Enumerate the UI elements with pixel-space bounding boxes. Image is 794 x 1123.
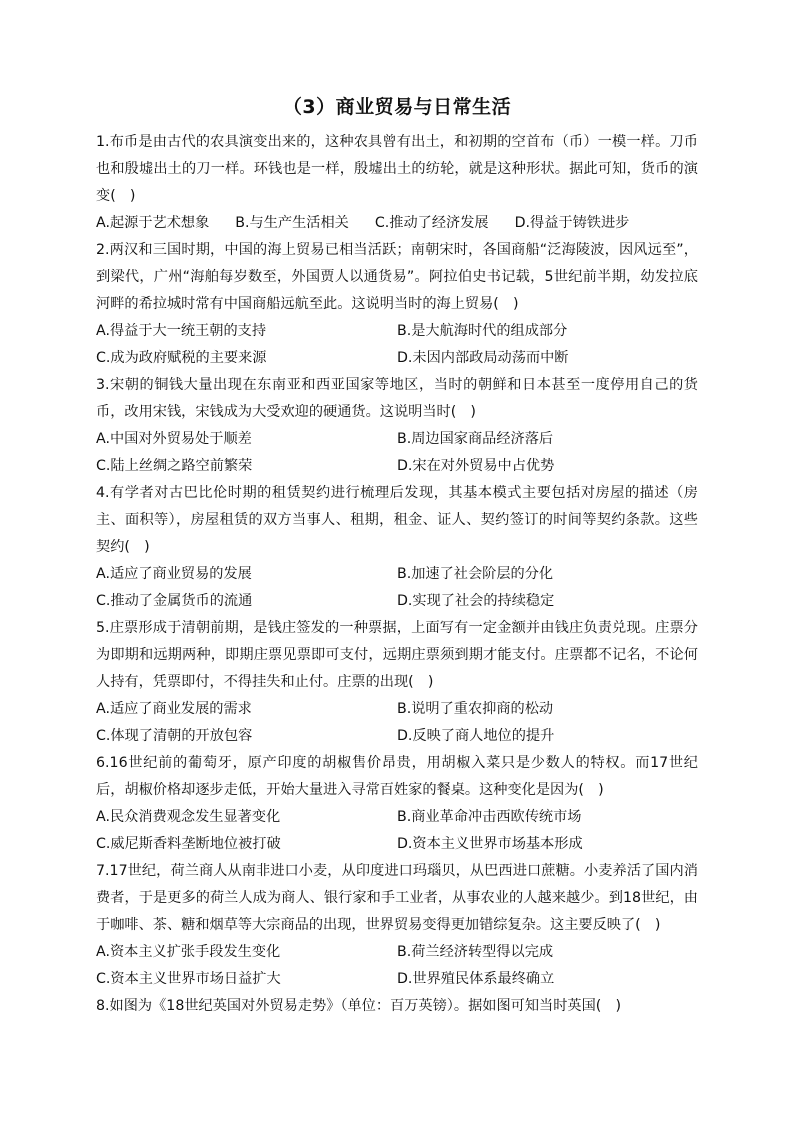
question-2	[96, 237, 698, 372]
option-list	[96, 939, 698, 993]
option-d[interactable]: D.世界殖民体系最终确立	[397, 971, 555, 987]
question-5	[96, 615, 698, 750]
option-d[interactable]: D.反映了商人地位的提升	[397, 728, 555, 744]
question-8	[96, 993, 698, 1020]
option-c[interactable]: C.成为政府赋税的主要来源	[96, 350, 267, 366]
option-c[interactable]: C.推动了金属货币的流通	[96, 593, 253, 609]
question-stem: 1.布币是由古代的农具演变出来的，这种农具曾有出土，和初期的空首布（币）一模一样。刀币也和殷墟出土的刀一样。环钱也是一样，殷墟出土的纺轮，就是这种形状。据此可知，货币的演变( )	[96, 134, 698, 204]
option-d[interactable]: D.未因内部政局动荡而中断	[397, 350, 569, 366]
question-3	[96, 372, 698, 480]
question-1	[96, 129, 698, 237]
option-b[interactable]: B.荷兰经济转型得以完成	[397, 944, 554, 960]
option-c[interactable]: C.陆上丝绸之路空前繁荣	[96, 458, 253, 474]
question-6	[96, 750, 698, 858]
option-list	[96, 804, 698, 858]
option-list	[96, 210, 698, 237]
option-c[interactable]: C.威尼斯香料垄断地位被打破	[96, 836, 281, 852]
option-d[interactable]: D.宋在对外贸易中占优势	[397, 458, 555, 474]
question-4	[96, 480, 698, 615]
option-c[interactable]: C.体现了清朝的开放包容	[96, 728, 253, 744]
question-7	[96, 858, 698, 993]
option-b[interactable]: B.与生产生活相关	[235, 215, 349, 231]
option-list	[96, 426, 698, 480]
option-d[interactable]: D.得益于铸铁进步	[514, 215, 630, 231]
question-stem: 3.宋朝的铜钱大量出现在东南亚和西亚国家等地区，当时的朝鲜和日本甚至一度停用自己的货币，改用宋钱，宋钱成为大受欢迎的硬通货。这说明当时( )	[96, 377, 698, 420]
option-a[interactable]: A.资本主义扩张手段发生变化	[96, 944, 281, 960]
option-list	[96, 696, 698, 750]
option-a[interactable]: A.适应了商业贸易的发展	[96, 566, 252, 582]
question-stem: 7.17世纪，荷兰商人从南非进口小麦，从印度进口玛瑙贝，从巴西进口蔗糖。小麦养活了国内消费者，于是更多的荷兰人成为商人、银行家和手工业者，从事农业的人越来越少。到18世纪，由于咖啡、茶、糖和烟草等大宗商品的出现，世界贸易变得更加错综复杂。这主要反映了( )	[96, 863, 698, 933]
option-d[interactable]: D.资本主义世界市场基本形成	[397, 836, 583, 852]
question-stem: 8.如图为《18世纪英国对外贸易走势》（单位：百万英镑）。据如图可知当时英国( )	[96, 998, 622, 1014]
option-b[interactable]: B.商业革命冲击西欧传统市场	[397, 809, 582, 825]
question-stem: 4.有学者对古巴比伦时期的租赁契约进行梳理后发现，其基本模式主要包括对房屋的描述（房主、面积等），房屋租赁的双方当事人、租期，租金、证人、契约签订的时间等契约条款。这些契约( )	[96, 485, 698, 555]
option-d[interactable]: D.实现了社会的持续稳定	[397, 593, 555, 609]
question-stem: 2.两汉和三国时期，中国的海上贸易已相当活跃；南朝宋时，各国商船“泛海陵波，因风远至”，到梁代，广州“海舶每岁数至，外国贾人以通货易”。阿拉伯史书记载，5世纪前半期，幼发拉底河畔的希拉城时常有中国商船远航至此。这说明当时的海上贸易( )	[96, 242, 698, 312]
option-c[interactable]: C.资本主义世界市场日益扩大	[96, 971, 281, 987]
question-stem: 6.16世纪前的葡萄牙，原产印度的胡椒售价昂贵，用胡椒入菜只是少数人的特权。而17世纪后，胡椒价格却逐步走低，开始大量进入寻常百姓家的餐桌。这种变化是因为( )	[96, 755, 698, 798]
option-a[interactable]: A.起源于艺术想象	[96, 215, 210, 231]
option-a[interactable]: A.中国对外贸易处于顺差	[96, 431, 252, 447]
option-c[interactable]: C.推动了经济发展	[374, 215, 489, 231]
option-b[interactable]: B.说明了重农抑商的松动	[397, 701, 554, 717]
option-b[interactable]: B.周边国家商品经济落后	[397, 431, 554, 447]
option-list	[96, 561, 698, 615]
option-b[interactable]: B.加速了社会阶层的分化	[397, 566, 554, 582]
option-list	[96, 318, 698, 372]
option-a[interactable]: A.适应了商业发展的需求	[96, 701, 252, 717]
option-b[interactable]: B.是大航海时代的组成部分	[397, 323, 568, 339]
option-a[interactable]: A.得益于大一统王朝的支持	[96, 323, 267, 339]
option-a[interactable]: A.民众消费观念发生显著变化	[96, 809, 281, 825]
question-stem: 5.庄票形成于清朝前期，是钱庄签发的一种票据，上面写有一定金额并由钱庄负责兑现。庄票分为即期和远期两种，即期庄票见票即可支付，远期庄票须到期才能支付。庄票都不记名，不论何人持有，凭票即付，不得挂失和止付。庄票的出现( )	[96, 620, 698, 690]
page-title: （3）商业贸易与日常生活	[282, 96, 512, 118]
